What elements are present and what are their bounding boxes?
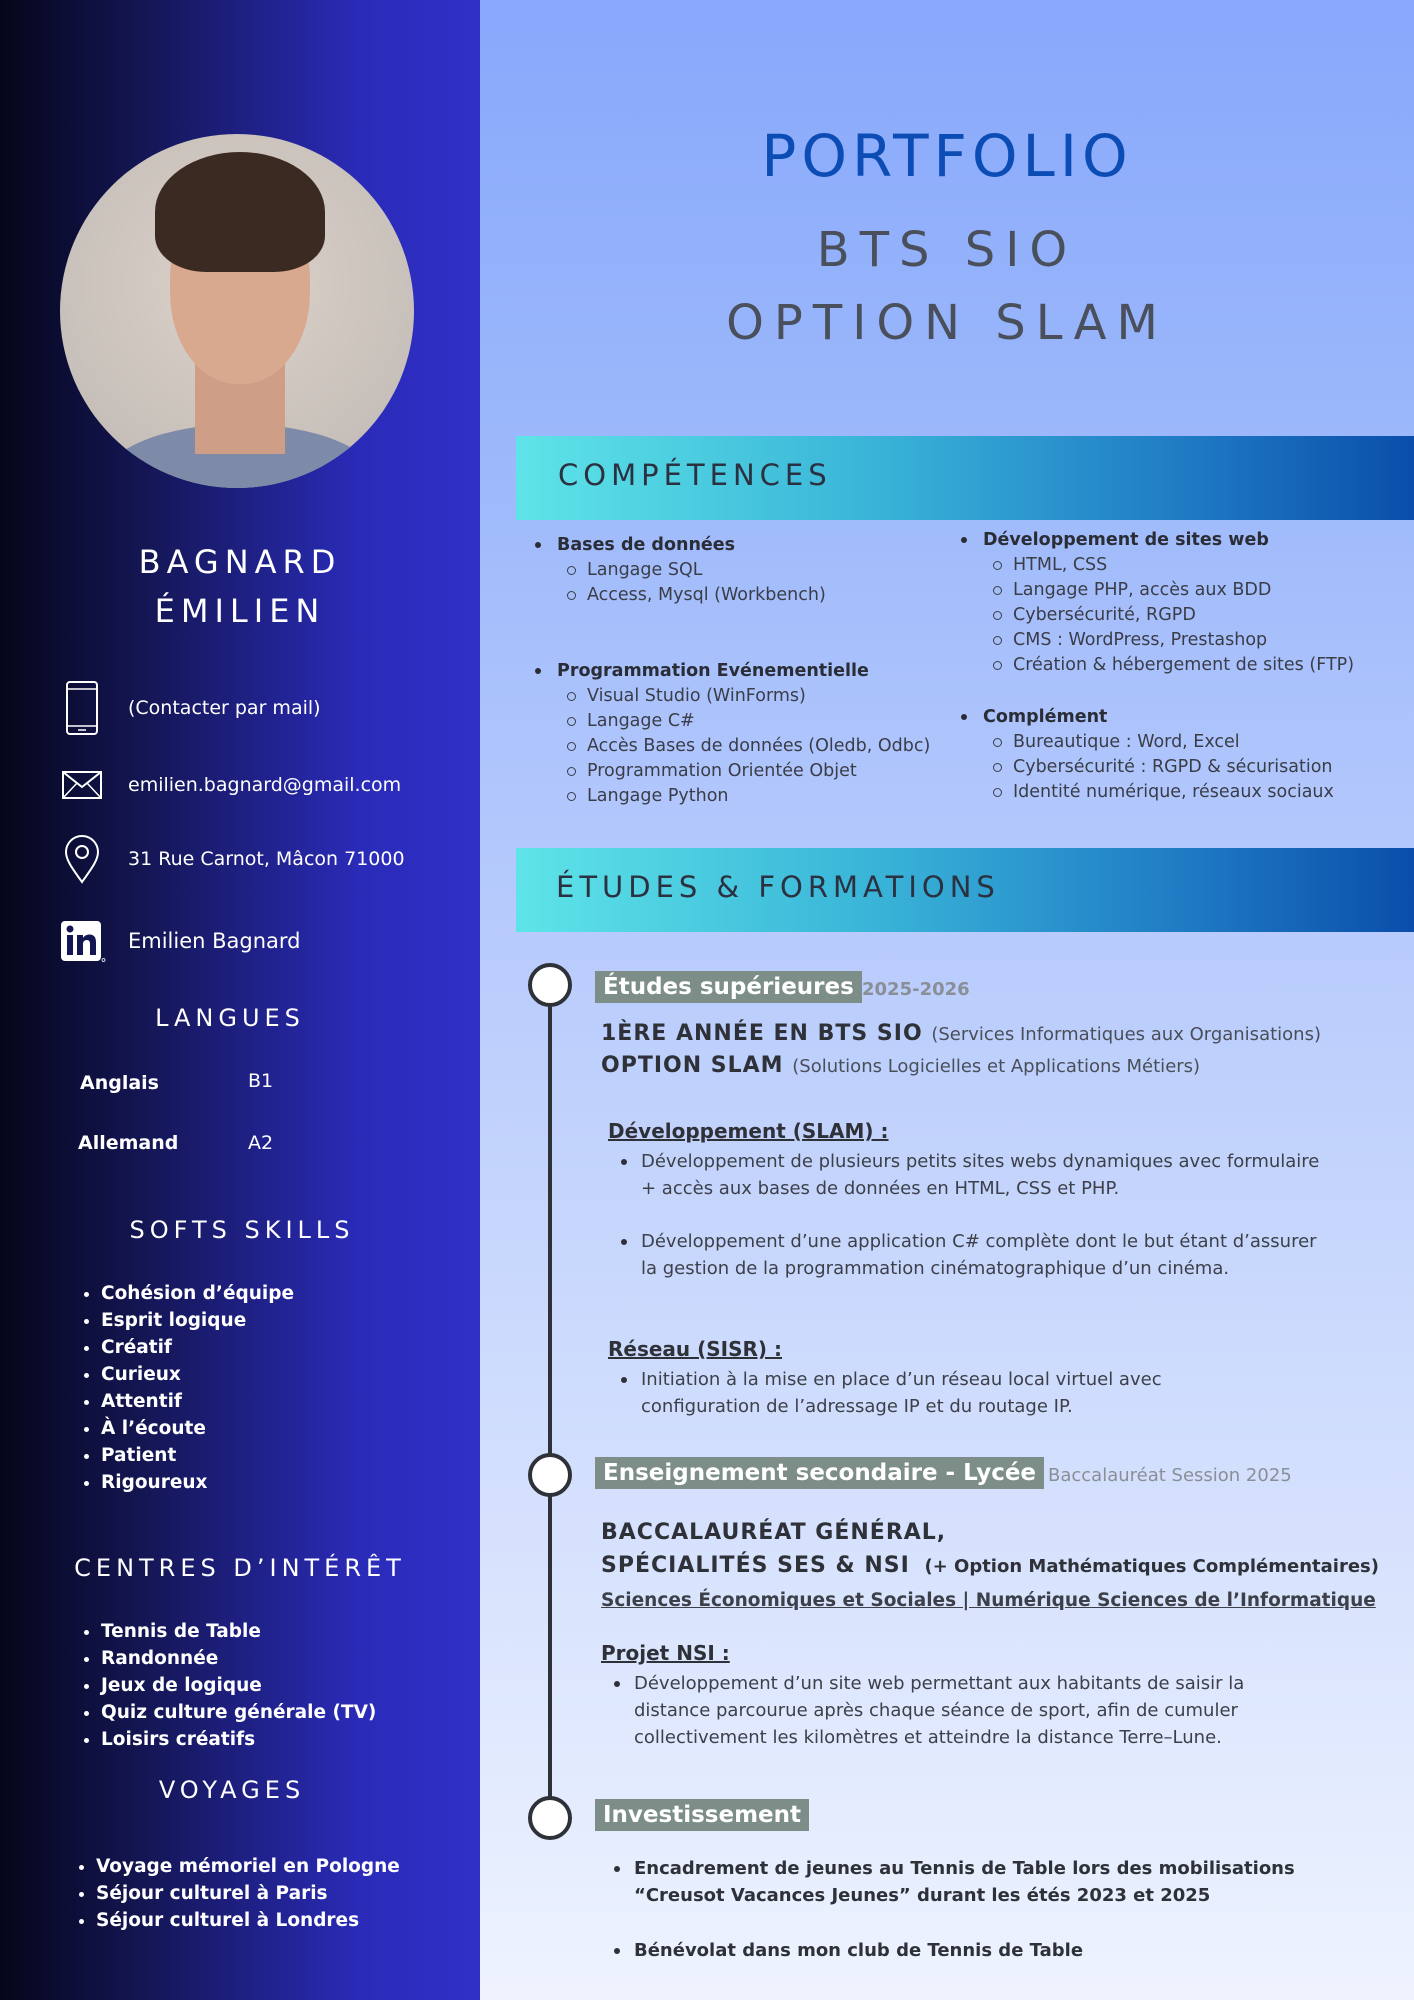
section-tag-lycee: Enseignement secondaire - Lycée [595,1457,1044,1489]
bac-option: (+ Option Mathématiques Complémentaires) [924,1556,1379,1577]
list-item: CMS : WordPress, Prestashop [983,628,1403,653]
competence-head: Programmation Evénementielle [557,659,977,684]
contact-address [58,834,405,884]
competence-group [557,659,977,809]
section-tag-investissement: Investissement [595,1799,809,1831]
list-item: • Cohésion d’équipe [101,1280,294,1307]
list-item: Langage Python [557,784,977,809]
linkedin-icon [58,918,106,964]
competence-group [983,705,1403,805]
list-item: • Voyage mémoriel en Pologne [96,1853,400,1880]
contact-linkedin[interactable] [58,918,301,964]
page-subtitle-2: OPTION SLAM [726,295,1168,351]
list-item [634,1937,1334,1964]
list-item: • Rigoureux [101,1469,294,1496]
section-date: 2025-2026 [862,979,970,1000]
degree-title: 1ÈRE ANNÉE EN BTS SIO [601,1021,923,1046]
list-item: • Séjour culturel à Paris [96,1880,400,1907]
list-item: Création & hébergement de sites (FTP) [983,653,1403,678]
list-item: Bureautique : Word, Excel [983,730,1403,755]
list-item-text: Développement d’une application C# complète dont le but étant d’assurer la gestion de la programmation cinématographique d’un cinéma. [641,1231,1317,1279]
list-item: • À l’écoute [101,1415,294,1442]
softs-list [101,1280,294,1496]
list-item: Programmation Orientée Objet [557,759,977,784]
etudes-heading: ÉTUDES & FORMATIONS [556,870,1000,904]
list-item: • Attentif [101,1388,294,1415]
sidebar [0,0,480,2000]
competence-head: Complément [983,705,1403,730]
voyages-list [96,1853,400,1934]
list-item: HTML, CSS [983,553,1403,578]
page-title: PORTFOLIO [761,122,1133,190]
degree-title: OPTION SLAM [601,1053,784,1078]
bac-line-1: BACCALAURÉAT GÉNÉRAL, [601,1520,947,1545]
contact-email[interactable] [58,770,402,800]
competence-group [983,528,1403,678]
dev-slam-heading: Développement (SLAM) : [608,1119,889,1143]
profile-photo [60,134,414,488]
mail-icon [58,770,106,800]
list-item: • Patient [101,1442,294,1469]
bac-line-2 [601,1553,1379,1578]
list-item: • Jeux de logique [101,1672,376,1699]
list-item: Cybersécurité : RGPD & sécurisation [983,755,1403,780]
list-item: Visual Studio (WinForms) [557,684,977,709]
timeline-node [528,1796,572,1840]
list-item: • Quiz culture générale (TV) [101,1699,376,1726]
list-item-text: Développement de plusieurs petits sites webs dynamiques avec formulaire + accès aux bases de données en HTML, CSS et PHP. [641,1151,1320,1199]
degree-line-2 [601,1053,1200,1078]
degree-detail: (Solutions Logicielles et Applications Métiers) [792,1056,1201,1077]
list-item [634,1670,1324,1751]
list-item: • Séjour culturel à Londres [96,1907,400,1934]
section-tag-superieures: Études supérieures [595,971,862,1003]
list-item-text: Initiation à la mise en place d’un réseau local virtuel avec configuration de l’adressage IP et du routage IP. [641,1369,1162,1417]
interets-heading: CENTRES D’INTÉRÊT [74,1554,406,1582]
list-item [641,1228,1321,1282]
list-item [641,1148,1321,1202]
voyages-heading: VOYAGES [158,1776,306,1804]
email-text[interactable]: emilien.bagnard@gmail.com [128,774,402,796]
list-item: Identité numérique, réseaux sociaux [983,780,1403,805]
name-line-1: BAGNARD [138,543,342,581]
list-item-text: Encadrement de jeunes au Tennis de Table lors des mobilisations “Creusot Vacances Jeunes” durant les étés 2023 et 2025 [634,1858,1295,1906]
list-item-text: Bénévolat dans mon club de Tennis de Table [634,1940,1084,1961]
degree-detail: (Services Informatiques aux Organisations) [931,1024,1321,1045]
bac-specialites: Sciences Économiques et Sociales | Numérique Sciences de l’Informatique [601,1590,1376,1611]
list-item: Cybersécurité, RGPD [983,603,1403,628]
list-item: Langage PHP, accès aux BDD [983,578,1403,603]
degree-line-1 [601,1021,1321,1046]
competences-band [516,436,1414,520]
list-item: • Esprit logique [101,1307,294,1334]
list-item: Langage C# [557,709,977,734]
phone-icon [58,680,106,736]
list-item: Accès Bases de données (Oledb, Odbc) [557,734,977,759]
list-item [634,1855,1334,1909]
langues-heading: LANGUES [155,1004,305,1032]
lang-level: B1 [248,1070,274,1092]
list-item: Access, Mysql (Workbench) [557,583,957,608]
section-date: Baccalauréat Session 2025 [1048,1465,1292,1486]
lang-level: A2 [248,1132,274,1154]
timeline-node [528,1453,572,1497]
competences-heading: COMPÉTENCES [558,458,832,492]
competence-group [557,533,957,608]
interets-list [101,1618,376,1753]
list-item-text: Développement d’un site web permettant aux habitants de saisir la distance parcourue après chaque séance de sport, afin de cumuler collectivement les kilomètres et atteindre la distance Terre–Lune. [634,1673,1245,1748]
list-item [641,1366,1281,1420]
linkedin-text[interactable]: Emilien Bagnard [128,929,301,953]
lang-name: Allemand [78,1132,179,1154]
reseau-sisr-heading: Réseau (SISR) : [608,1337,783,1361]
competence-head: Développement de sites web [983,528,1403,553]
bac-title: SPÉCIALITÉS SES & NSI [601,1553,910,1578]
list-item: • Randonnée [101,1645,376,1672]
timeline-node [528,963,572,1007]
list-item: • Créatif [101,1334,294,1361]
list-item: • Tennis de Table [101,1618,376,1645]
competence-head: Bases de données [557,533,957,558]
projet-nsi-heading: Projet NSI : [601,1641,730,1665]
contact-phone [58,680,321,736]
name-line-2: ÉMILIEN [154,592,326,630]
list-item: • Curieux [101,1361,294,1388]
list-item: • Loisirs créatifs [101,1726,376,1753]
list-item: Langage SQL [557,558,957,583]
address-text: 31 Rue Carnot, Mâcon 71000 [128,848,405,870]
phone-text: (Contacter par mail) [128,697,321,719]
lang-name: Anglais [80,1072,159,1094]
timeline-line [548,985,552,1820]
etudes-band [516,848,1414,932]
softs-heading: SOFTS SKILLS [129,1216,355,1244]
page-subtitle-1: BTS SIO [816,222,1078,278]
location-pin-icon [58,834,106,884]
